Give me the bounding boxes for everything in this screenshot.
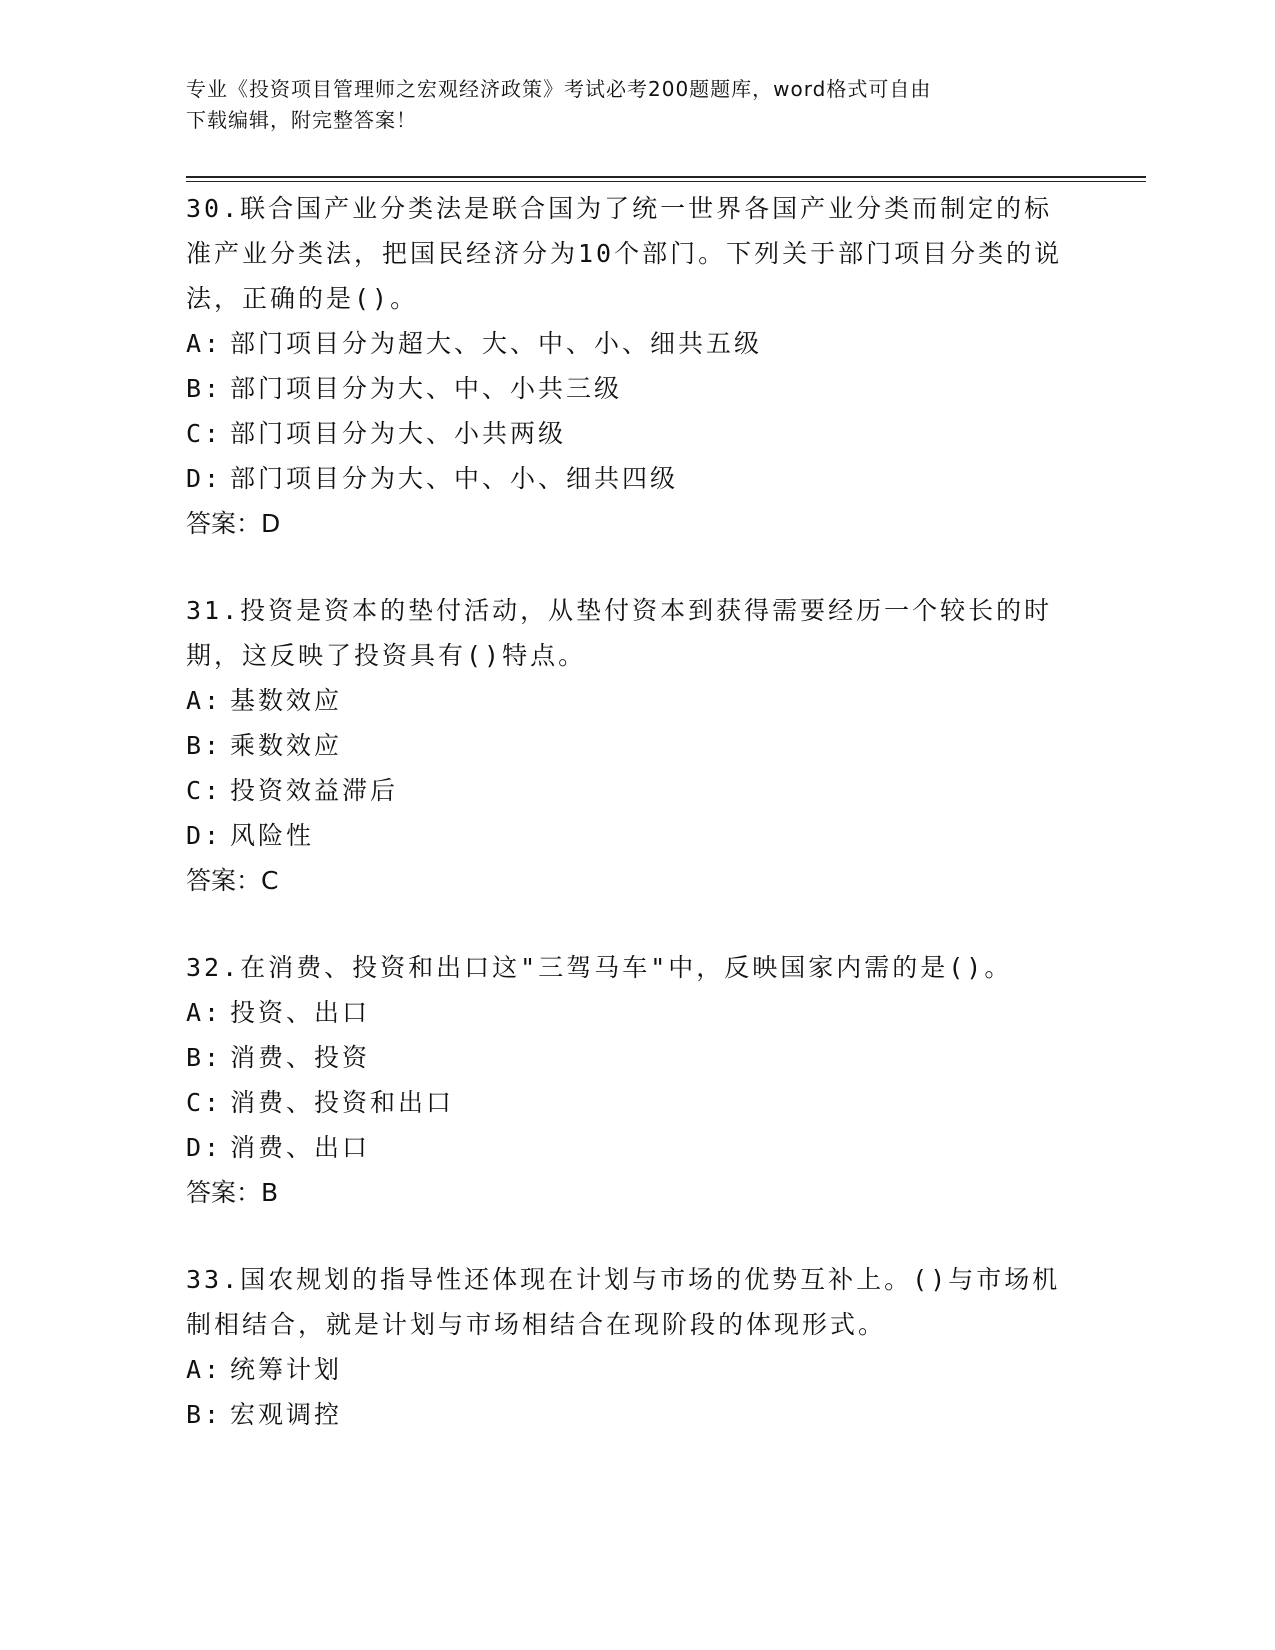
option-c xyxy=(186,411,1086,456)
header-divider-thin xyxy=(186,181,1146,182)
option-d xyxy=(186,813,1086,858)
question-stem: 投资是资本的垫付活动，从垫付资本到获得需要经历一个较长的时期，这反映了投资具有()特点。 xyxy=(186,596,1053,670)
option-text: 部门项目分为大、中、小、细共四级 xyxy=(230,464,679,493)
question-text xyxy=(186,186,1066,321)
question-stem: 在消费、投资和出口这"三驾马车"中，反映国家内需的是()。 xyxy=(240,953,1013,982)
answer-line: 答案：B xyxy=(186,1178,279,1207)
option-letter: D: xyxy=(186,821,223,850)
option-b xyxy=(186,1035,1086,1080)
question-text xyxy=(186,945,1066,990)
question-32 xyxy=(186,945,1086,1215)
option-c xyxy=(186,1080,1086,1125)
option-c xyxy=(186,768,1086,813)
option-text: 统筹计划 xyxy=(230,1355,343,1384)
option-d xyxy=(186,1125,1086,1170)
option-letter: B: xyxy=(186,374,223,403)
option-a xyxy=(186,990,1086,1035)
option-letter: C: xyxy=(186,776,223,805)
option-text: 乘数效应 xyxy=(230,731,343,760)
option-text: 消费、投资 xyxy=(230,1043,371,1072)
option-letter: B: xyxy=(186,1400,223,1429)
option-letter: B: xyxy=(186,1043,223,1072)
question-30 xyxy=(186,186,1086,546)
question-number: 32. xyxy=(186,953,241,982)
option-a xyxy=(186,1347,1086,1392)
header-line-1: 专业《投资项目管理师之宏观经济政策》考试必考200题题库，word格式可自由 xyxy=(186,77,932,101)
option-a xyxy=(186,321,1086,366)
option-b xyxy=(186,723,1086,768)
option-letter: D: xyxy=(186,1133,223,1162)
option-letter: D: xyxy=(186,464,223,493)
option-text: 消费、出口 xyxy=(230,1133,371,1162)
option-b xyxy=(186,1392,1086,1437)
option-letter: A: xyxy=(186,329,223,358)
option-b xyxy=(186,366,1086,411)
option-letter: A: xyxy=(186,686,223,715)
option-text: 基数效应 xyxy=(230,686,343,715)
question-number: 33. xyxy=(186,1265,241,1294)
question-33 xyxy=(186,1257,1086,1437)
question-number: 31. xyxy=(186,596,241,625)
question-stem: 联合国产业分类法是联合国为了统一世界各国产业分类而制定的标准产业分类法，把国民经济分为10个部门。下列关于部门项目分类的说法，正确的是()。 xyxy=(186,194,1063,313)
option-text: 宏观调控 xyxy=(230,1400,343,1429)
header-line-2: 下载编辑，附完整答案！ xyxy=(186,108,417,132)
question-list xyxy=(186,186,1086,1479)
option-letter: A: xyxy=(186,998,223,1027)
answer-line: 答案：C xyxy=(186,866,279,895)
question-text xyxy=(186,588,1066,678)
option-text: 投资、出口 xyxy=(230,998,371,1027)
question-31 xyxy=(186,588,1086,903)
option-text: 部门项目分为大、中、小共三级 xyxy=(230,374,623,403)
header-divider-thick xyxy=(186,176,1146,178)
answer-line: 答案：D xyxy=(186,509,281,538)
document-header xyxy=(186,74,1066,136)
option-text: 消费、投资和出口 xyxy=(230,1088,455,1117)
option-letter: B: xyxy=(186,731,223,760)
question-number: 30. xyxy=(186,194,241,223)
option-letter: C: xyxy=(186,419,223,448)
option-letter: C: xyxy=(186,1088,223,1117)
question-stem: 国农规划的指导性还体现在计划与市场的优势互补上。()与市场机制相结合，就是计划与市场相结合在现阶段的体现形式。 xyxy=(186,1265,1061,1339)
option-text: 部门项目分为大、小共两级 xyxy=(230,419,567,448)
option-a xyxy=(186,678,1086,723)
option-letter: A: xyxy=(186,1355,223,1384)
option-text: 风险性 xyxy=(230,821,315,850)
option-text: 投资效益滞后 xyxy=(230,776,399,805)
option-d xyxy=(186,456,1086,501)
question-text xyxy=(186,1257,1066,1347)
option-text: 部门项目分为超大、大、中、小、细共五级 xyxy=(230,329,763,358)
